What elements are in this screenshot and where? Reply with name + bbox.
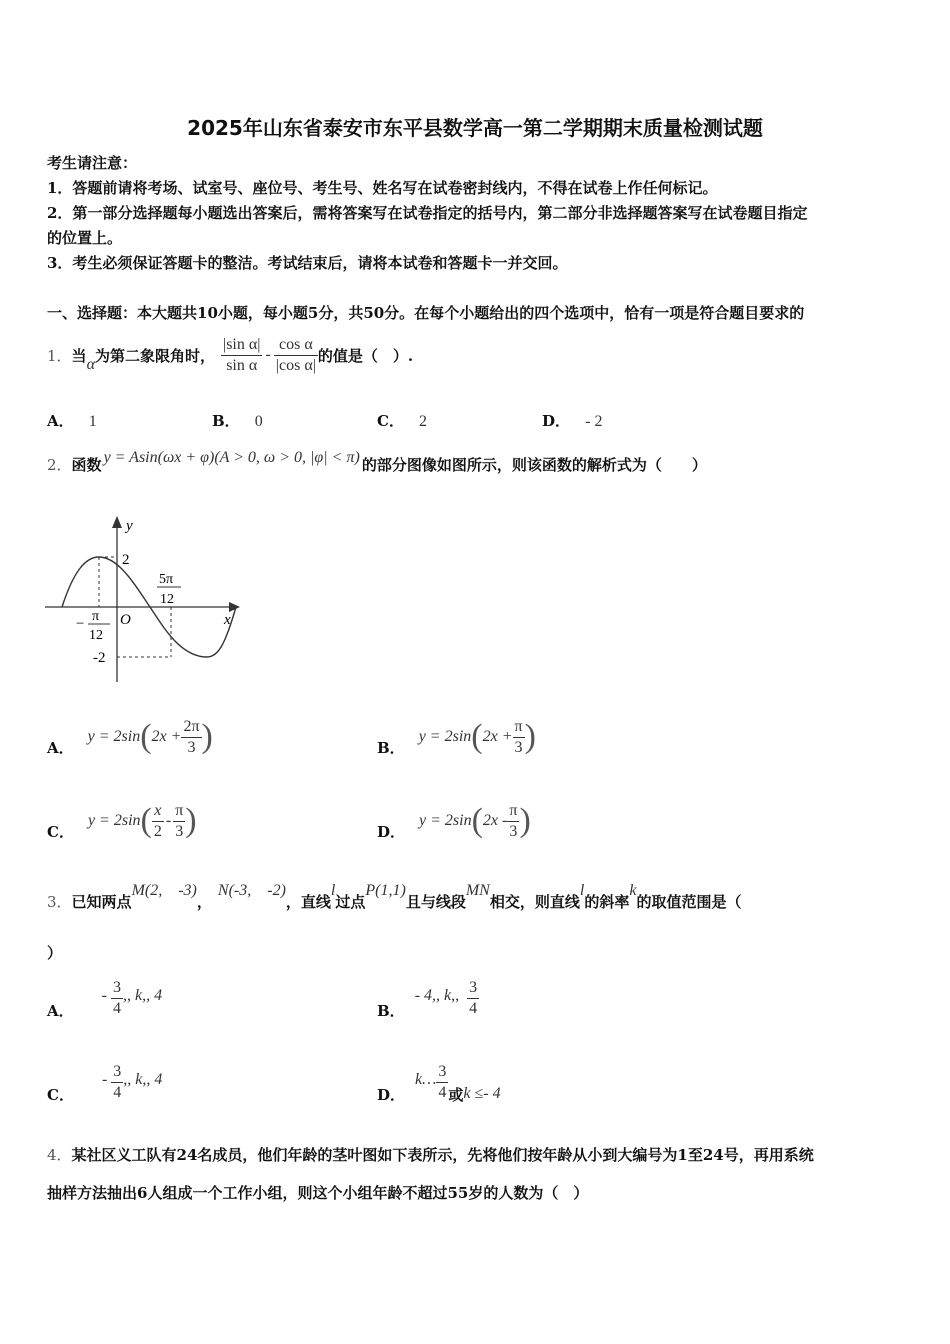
page-title: 2025年山东省泰安市东平县数学高一第二学期期末质量检测试题 — [187, 116, 763, 140]
question-number: 4． — [47, 1146, 72, 1164]
question-text: 为第二象限角时， — [94, 346, 215, 365]
left-paren: ( — [471, 718, 483, 755]
fraction — [111, 978, 123, 1019]
option-formula: y = 2sin — [418, 728, 472, 745]
fraction-denominator: 4 — [469, 999, 478, 1017]
segment-mn: MN — [465, 882, 490, 899]
fraction — [181, 717, 201, 758]
fraction-2 — [274, 335, 318, 376]
option-b — [377, 712, 536, 762]
question-4 — [47, 1144, 814, 1165]
right-paren: ) — [524, 718, 536, 755]
option-label: D． — [542, 412, 571, 430]
option-label: B． — [212, 412, 240, 430]
question-text: 过点 — [335, 893, 366, 911]
question-text: 函数 — [71, 455, 102, 474]
math-variable: α — [86, 356, 95, 373]
fraction-denominator: 3 — [509, 822, 518, 840]
option-label: B． — [377, 1001, 405, 1020]
option-label: C． — [377, 412, 404, 430]
fraction-numerator: |sin α| — [221, 335, 262, 356]
notice-item-1: 1．答题前请将考场、试室号、座位号、考生号、姓名写在试卷密封线内，不得在试卷上作任何标记。 — [47, 179, 718, 197]
point-p: P(1,1) — [365, 882, 406, 899]
xpos-numerator: 5π — [159, 572, 174, 587]
fraction-numerator: 3 — [112, 978, 121, 996]
left-paren: ( — [471, 802, 483, 839]
question-text: 的取值范围是（ — [636, 893, 742, 911]
option-label: D． — [377, 1085, 406, 1104]
option-formula: k ≤- 4 — [463, 1085, 501, 1102]
right-paren: ) — [519, 802, 531, 839]
option-d — [377, 1059, 501, 1105]
question-text: 的斜率 — [584, 893, 630, 911]
point-n: N(-3, -2) — [217, 882, 286, 899]
right-paren: ) — [201, 718, 213, 755]
option-label: B． — [377, 738, 405, 757]
function-formula: y = Asin(ωx + φ)(A > 0, ω > 0, |φ| < π) — [103, 449, 360, 466]
line-l: l — [330, 882, 336, 899]
minus-sign: - — [101, 1071, 108, 1088]
option-label: A． — [47, 412, 74, 430]
fraction-numerator: 3 — [113, 1062, 122, 1080]
option-d — [542, 410, 602, 431]
fraction-denominator: |cos α| — [275, 356, 316, 374]
fraction — [507, 801, 519, 842]
question-text: 抽样方法抽出6人组成一个工作小组，则这个小组年龄不超过55岁的人数为（ ） — [47, 1184, 589, 1202]
question-text: ， — [196, 893, 212, 911]
question-text: 已知两点 — [71, 893, 132, 911]
question-1 — [47, 325, 413, 385]
option-d — [377, 796, 531, 846]
option-value: 2 — [419, 413, 428, 430]
option-c — [47, 1059, 162, 1105]
question-text: 当 — [71, 346, 87, 365]
option-formula: y = 2sin — [87, 728, 141, 745]
question-text: 某社区义工队有24名成员，他们年龄的茎叶图如下表所示，先将他们按年龄从小到大编号为1至24号，再用系统 — [71, 1146, 814, 1164]
notice-item-2-cont: 的位置上。 — [47, 229, 123, 247]
line-l: l — [579, 882, 585, 899]
question-2 — [47, 448, 707, 480]
left-paren: ( — [140, 718, 152, 755]
option-formula: 2x + — [151, 728, 182, 745]
fraction-denominator: 2 — [153, 822, 162, 840]
fraction-denominator: 3 — [187, 738, 196, 756]
option-formula: k… — [415, 1071, 437, 1088]
xneg-denominator: 12 — [89, 628, 103, 643]
option-label: D． — [377, 822, 406, 841]
right-paren: ) — [185, 802, 197, 839]
question-text: ，直线 — [285, 893, 331, 911]
ymax-label: 2 — [122, 552, 130, 568]
fraction-numerator: cos α — [274, 335, 318, 356]
fraction — [111, 1062, 123, 1103]
slope-k: k — [629, 882, 637, 899]
fraction-1 — [221, 335, 262, 376]
y-axis-label: y — [126, 518, 133, 534]
section-heading: 一、选择题：本大题共10小题，每小题5分，共50分。在每个小题给出的四个选项中，恰有一项是符合题目要求的 — [47, 304, 805, 322]
option-label: A． — [47, 738, 74, 757]
option-b — [212, 410, 263, 431]
left-paren: ( — [140, 802, 152, 839]
sine-graph — [40, 510, 250, 690]
question-text: ） — [47, 944, 63, 962]
fraction-numerator: π — [513, 717, 525, 738]
x-axis-label: x — [224, 612, 231, 628]
option-formula: y = 2sin — [419, 812, 472, 829]
option-value: 1 — [88, 413, 97, 430]
fraction-numerator: 2π — [181, 717, 201, 738]
option-text: 或 — [448, 1085, 464, 1104]
xpos-denominator: 12 — [160, 592, 174, 607]
fraction-denominator: 3 — [175, 822, 184, 840]
question-number: 1． — [47, 346, 72, 365]
option-value: 0 — [254, 413, 263, 430]
fraction-numerator: 3 — [469, 978, 478, 996]
question-text: 的部分图像如图所示，则该函数的解析式为（ ） — [361, 455, 707, 474]
notice-item-3: 3．考生必须保证答题卡的整洁。考试结束后，请将本试卷和答题卡一并交回。 — [47, 254, 568, 272]
option-c — [47, 796, 197, 846]
option-formula: y = 2sin — [87, 812, 141, 829]
fraction-denominator: 4 — [113, 1083, 122, 1101]
question-3 — [47, 876, 741, 912]
fraction-numerator: π — [507, 801, 519, 822]
option-label: C． — [47, 822, 74, 841]
option-b — [377, 975, 479, 1021]
fraction-denominator: sin α — [226, 356, 258, 374]
option-label: A． — [47, 1001, 74, 1020]
notice-heading: 考生请注意： — [47, 154, 138, 172]
option-formula: 2x - — [482, 812, 508, 829]
notice-item-2: 2．第一部分选择题每小题选出答案后，需将答案写在试卷指定的括号内，第二部分非选择题答案写在试卷题目指定 — [47, 204, 808, 222]
fraction — [436, 1062, 448, 1103]
question-number: 3． — [47, 893, 72, 911]
fraction-denominator: 4 — [112, 999, 121, 1017]
origin-label: O — [120, 612, 131, 628]
option-a — [47, 410, 97, 431]
option-value: - 2 — [585, 413, 603, 430]
option-formula: ,, k,, 4 — [123, 1071, 163, 1088]
minus-sign: - — [101, 987, 107, 1004]
fraction-numerator: x — [152, 801, 164, 822]
fraction-denominator: 3 — [514, 738, 523, 756]
y-arrow-icon — [112, 516, 122, 528]
fraction — [513, 717, 525, 758]
option-c — [377, 410, 427, 431]
question-text: 且与线段 — [405, 893, 466, 911]
option-formula: 2x + — [482, 728, 513, 745]
option-a — [47, 712, 213, 762]
fraction — [467, 978, 479, 1019]
xneg-sign: − — [76, 616, 85, 632]
fraction-numerator: 3 — [438, 1062, 447, 1080]
fraction — [173, 801, 185, 842]
option-formula: ,, k,, 4 — [122, 987, 163, 1004]
question-text: 相交，则直线 — [489, 893, 580, 911]
fraction-numerator: π — [173, 801, 185, 822]
xneg-numerator: π — [92, 609, 100, 624]
minus-sign: - — [265, 346, 271, 363]
fraction — [152, 801, 164, 842]
option-formula: - 4,, k,, — [414, 987, 460, 1004]
option-label: C． — [47, 1085, 74, 1104]
point-m: M(2, -3) — [131, 882, 197, 899]
question-number: 2． — [47, 455, 72, 474]
question-text: 的值是（ ）. — [317, 346, 414, 365]
fraction-denominator: 4 — [438, 1083, 447, 1101]
ymin-label: -2 — [93, 650, 106, 666]
option-a — [47, 975, 162, 1021]
option-formula: - — [165, 812, 172, 829]
